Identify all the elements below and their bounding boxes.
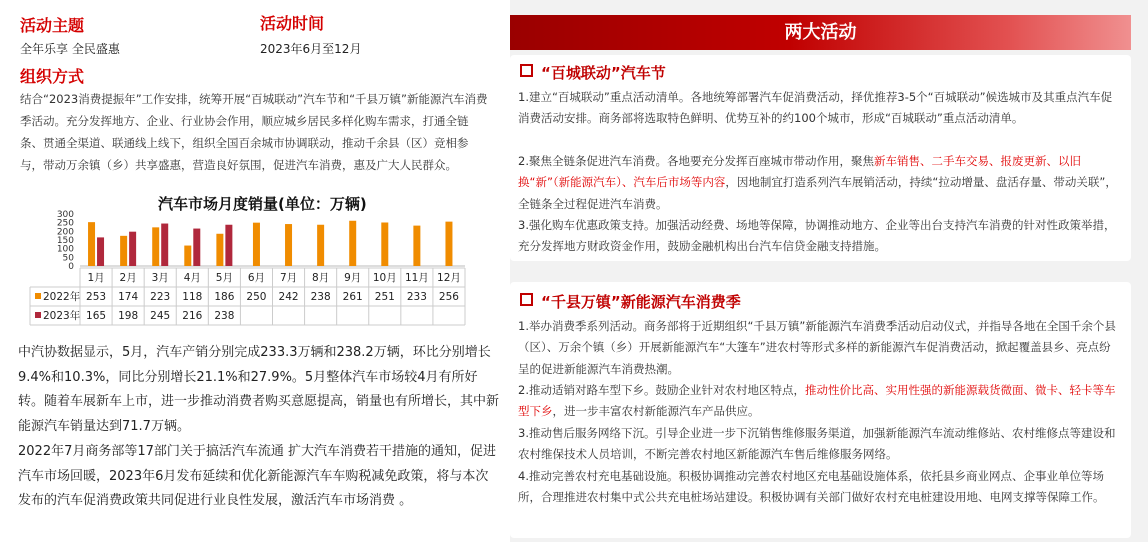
time-heading: 活动时间 [260,14,325,33]
bar-2023 [129,232,136,266]
y-tick-label: 300 [56,210,74,220]
data-label: 233 [406,291,427,303]
bar-2022 [88,222,95,266]
analysis-paragraph-1: 中汽协数据显示，5月，汽车产销分别完成233.3万辆和238.2万辆，环比分别增长9.4%和10.3%，同比分别增长21.1%和27.9%。5月整体汽车市场较4月有所好转。随着车展新车上市，进一步推动消费者购买意愿提高，销量也有所增长，其中新能源汽车销量达到71.7万辆。 [18,345,500,434]
data-label: 186 [214,291,235,303]
data-label: 238 [310,291,331,303]
data-label: 118 [182,291,203,303]
y-tick-label: 150 [56,236,74,246]
bar-2023 [161,224,168,266]
bar-2022 [349,221,356,266]
square-bullet-icon [520,293,533,306]
bar-2023 [97,237,104,266]
card-qianxian-title: “千县万镇”新能源汽车消费季 [520,291,741,312]
card-qianxian-item-2: 2.推动适销对路车型下乡。鼓励企业针对农村地区特点，推动性价比高、实用性强的新能源载货微面、微卡、轻卡等车型下乡，进一步丰富农村新能源汽车产品供应。 [518,383,1116,419]
card-baicheng-item-3: 3.强化购车优惠政策支持。加强活动经费、场地等保障，协调推动地方、企业等出台支持汽车消费的针对性政策举措，充分发挥地方财政资金作用，鼓励金融机构出台汽车信贷金融支持措施。 [518,218,1116,254]
chart-title: 汽车市场月度销量(单位：万辆) [158,195,367,213]
legend-swatch [35,293,41,299]
legend-label: 2023年 [43,310,81,322]
y-tick-label: 100 [56,244,74,255]
activities-banner: 两大活动 [510,15,1131,50]
data-label: 216 [182,310,203,322]
bar-2022 [445,222,452,266]
card-baicheng-title: “百城联动”汽车节 [520,62,666,83]
category-label: 1月 [87,272,105,284]
data-label: 238 [214,310,235,322]
org-text: 结合“2023消费提振年”工作安排，统筹开展“百城联动”汽车节和“千县万镇”新能源汽车消费季活动。充分发挥地方、企业、行业协会作用，顺应城乡居民多样化购车需求，打通全链条、贯通全渠道、联通线上线下，组织全国百余城市协调联动，推动千余县（区）竞相参与，带动万余镇（乡）共享盛惠，营造良好氛围，促进汽车消费，惠及广大人民群众。 [20,92,488,172]
data-label: 253 [86,291,107,303]
y-tick-label: 200 [56,227,74,238]
y-tick-label: 250 [56,218,74,229]
category-label: 12月 [437,272,461,284]
data-label: 245 [150,310,171,322]
category-label: 8月 [312,272,330,284]
bar-2022 [253,223,260,266]
square-bullet-icon [520,64,533,77]
y-tick-label: 50 [62,253,74,264]
data-label: 174 [118,291,139,303]
time-value: 2023年6月至12月 [260,42,362,56]
card-baicheng [510,55,1131,261]
category-label: 10月 [372,272,397,284]
data-label: 242 [278,291,299,303]
highlight-text: 新车销售、二手车交易、报废更新、以旧换“新”（新能源汽车）、汽车后市场等内容 [518,154,1081,190]
card-qianxian-item-3: 3.推动售后服务网络下沉。引导企业进一步下沉销售维修服务渠道，加强新能源汽车流动维修站、农村维修点等建设和农村维保技术人员培训，不断完善农村地区新能源汽车售后维修服务网络。 [518,426,1116,462]
data-label: 223 [150,291,171,303]
right-panel [510,0,1148,542]
category-label: 3月 [151,272,169,284]
highlight-text: 推动性价比高、实用性强的新能源载货微面、微卡、轻卡等车型下乡 [518,383,1116,419]
bar-2022 [184,246,191,266]
bar-2022 [120,236,127,266]
left-panel [0,0,510,542]
category-label: 7月 [279,272,298,284]
category-label: 6月 [247,272,266,284]
theme-heading: 活动主题 [20,16,85,35]
category-label: 2月 [119,272,137,284]
bar-2022 [381,222,388,266]
y-tick-label: 0 [68,262,74,272]
analysis-paragraph-2: 2022年7月商务部等17部门关于搞活汽车流通 扩大汽车消费若干措施的通知，促进汽车市场回暖，2023年6月发布延续和优化新能源汽车车购税减免政策，将与本次发布的汽车促消费政策共同促进行业良性发展，激活汽车市场消费 。 [18,444,497,508]
bar-2023 [225,225,232,266]
card-baicheng-item-2: 2.聚焦全链条促进汽车消费。各地要充分发挥百座城市带动作用，聚焦新车销售、二手车交易、报废更新、以旧换“新”（新能源汽车）、汽车后市场等内容，因地制宜打造系列汽车展销活动，持续“拉动增量、盘活存量、带动关联”，全链条全过程促进汽车消费。 [518,154,1117,211]
legend-label: 2022年 [43,291,81,303]
bar-2023 [193,229,200,266]
card-qianxian-item-1: 1.举办消费季系列活动。商务部将于近期组织“千县万镇”新能源汽车消费季活动启动仪式，并指导各地在全国千余个县（区）、万余个镇（乡）开展新能源汽车“大篷车”进农村等形式多样的新能源汽车促消费活动，掀起覆盖县乡、亮点纷呈的促进新能源汽车消费热潮。 [518,319,1116,376]
data-label: 251 [374,291,395,303]
bar-2022 [216,234,223,266]
bar-2022 [152,227,159,266]
data-label: 250 [246,291,267,303]
category-label: 9月 [344,272,362,284]
card-qianxian-item-4: 4.推动完善农村充电基础设施。积极协调推动完善农村地区充电基础设施体系，依托县乡商业网点、企事业单位等场所，合理推进农村集中式公共充电桩场站建设。积极协调有关部门做好农村充电桩建设用地、电网支撑等保障工作。 [518,469,1105,505]
category-label: 4月 [183,272,201,284]
sales-bar-chart [30,204,470,320]
legend-swatch [35,312,41,318]
data-label: 261 [342,291,363,303]
category-label: 11月 [404,272,429,284]
bar-2022 [285,224,292,266]
data-label: 165 [86,310,107,322]
bar-2022 [413,226,420,266]
data-label: 198 [118,310,139,322]
category-label: 5月 [215,272,233,284]
card-qianxian [510,282,1131,538]
org-heading: 组织方式 [20,67,85,86]
bar-2022 [317,225,324,266]
card-baicheng-item-1: 1.建立“百城联动”重点活动清单。各地统筹部署汽车促消费活动，择优推荐3-5个“百城联动”候选城市及其重点汽车促消费活动安排。商务部将选取特色鲜明、优势互补的约100个城市，形成“百城联动”重点活动清单。 [518,90,1113,126]
data-label: 256 [438,291,459,303]
theme-value: 全年乐享 全民盛惠 [20,42,120,56]
